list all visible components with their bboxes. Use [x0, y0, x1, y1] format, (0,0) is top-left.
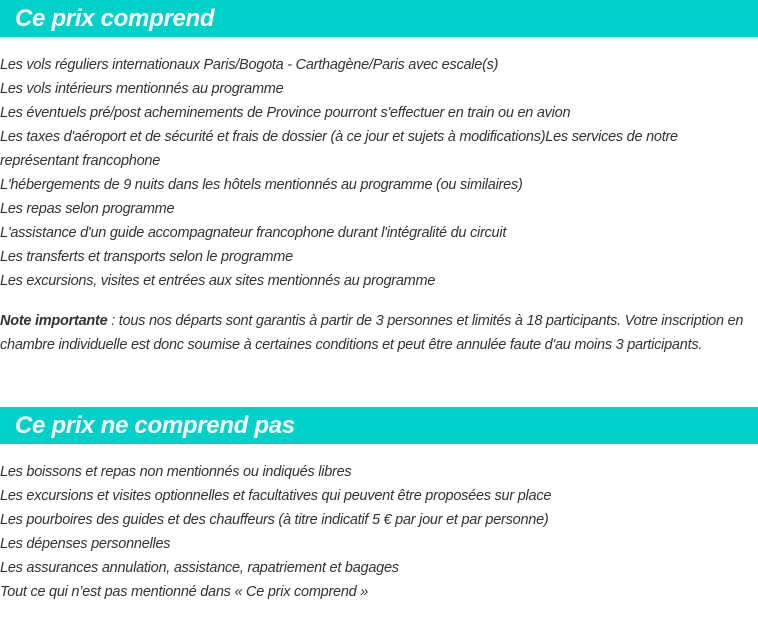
- excluded-item: Les dépenses personnelles: [0, 536, 171, 552]
- included-section-header: [0, 0, 758, 37]
- included-item: Les taxes d'aéroport et de sécurité et frais de dossier (à ce jour et sujets à modifications)Les services de notre représentant francophone: [0, 129, 678, 169]
- excluded-item: Les boissons et repas non mentionnés ou indiqués libres: [0, 464, 352, 480]
- important-note: [0, 309, 750, 357]
- included-item: Les vols intérieurs mentionnés au programme: [0, 81, 284, 97]
- included-item: L'hébergements de 9 nuits dans les hôtels mentionnés au programme (ou similaires): [0, 177, 523, 193]
- excluded-item: Tout ce qui n’est pas mentionné dans « Ce prix comprend »: [0, 584, 369, 600]
- included-item: Les éventuels pré/post acheminements de Province pourront s'effectuer en train ou en avion: [0, 105, 571, 121]
- included-item: L'assistance d'un guide accompagnateur francophone durant l'intégralité du circuit: [0, 225, 507, 241]
- included-item: Les vols réguliers internationaux Paris/Bogota - Carthagène/Paris avec escale(s): [0, 57, 499, 73]
- included-item: Les excursions, visites et entrées aux sites mentionnés au programme: [0, 273, 436, 289]
- excluded-item: Les pourboires des guides et des chauffeurs (à titre indicatif 5 € par jour et par personne): [0, 512, 549, 528]
- important-note-label: Note importante: [0, 313, 108, 329]
- included-section-title: Ce prix comprend: [15, 5, 215, 32]
- important-note-text: : tous nos départs sont garantis à partir de 3 personnes et limités à 18 participants. Votre inscription en chambre individuelle est donc soumise à certaines conditions et peut être annulée faute d'au moins 3 participants.: [0, 313, 744, 353]
- excluded-section-header: [0, 407, 758, 444]
- excluded-items-list: [0, 460, 740, 604]
- excluded-section-title: Ce prix ne comprend pas: [15, 412, 295, 439]
- included-items-list: [0, 53, 740, 293]
- included-item: Les repas selon programme: [0, 201, 175, 217]
- excluded-item: Les assurances annulation, assistance, rapatriement et bagages: [0, 560, 399, 576]
- included-item: Les transferts et transports selon le programme: [0, 249, 293, 265]
- excluded-item: Les excursions et visites optionnelles et facultatives qui peuvent être proposées sur place: [0, 488, 552, 504]
